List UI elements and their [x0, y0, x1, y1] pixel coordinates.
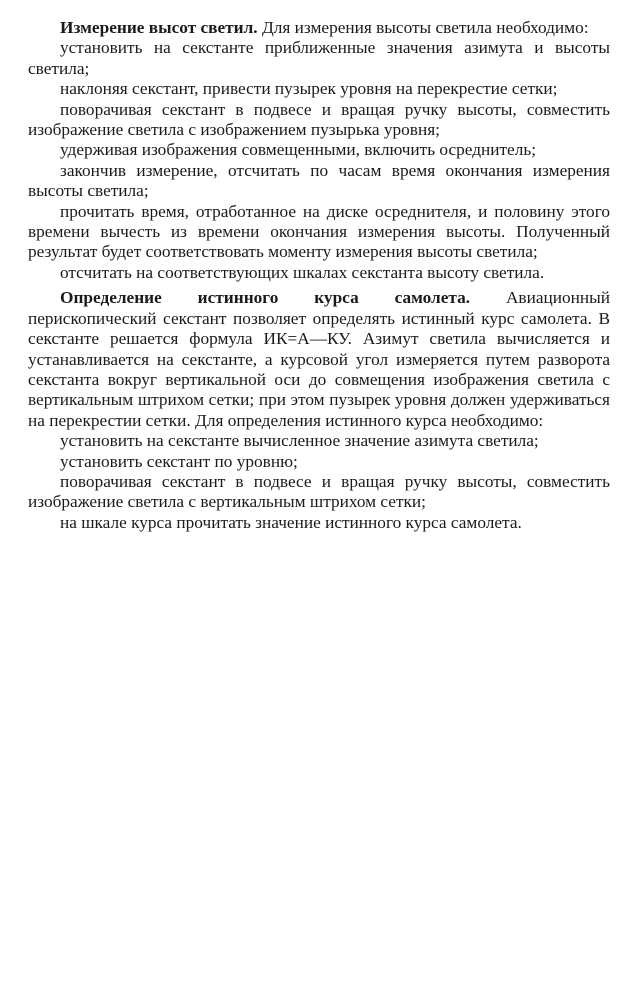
section-altitude-heading: Измерение высот светил.	[60, 18, 258, 37]
altitude-step-6: прочитать время, отработанное на диске осреднителя, и половину этого времени вычесть из времени окончания измерения высоты. Полученный результат будет соответствовать моменту измерения высоты светила;	[28, 201, 610, 262]
altitude-step-5: закончив измерение, отсчитать по часам время окончания измерения высоты светила;	[28, 160, 610, 201]
course-step-3: поворачивая секстант в подвесе и вращая ручку высоты, совместить изображение светила с вертикальным штрихом сетки;	[28, 471, 610, 512]
course-step-1: установить на секстанте вычисленное значение азимута светила;	[60, 431, 539, 451]
section-course-intro-text: Авиационный перископический секстант позволяет определять истинный курс самолета. В секстанте решается формула ИК=А—КУ. Азимут светила вычисляется и устанавливается на секстанте, а курсовой угол измеряется путем разворота секстанта вокруг вертикальной оси до совмещения изображения светила с вертикальным штрихом сетки; при этом пузырек уровня должен удерживаться на перекрестии сетки. Для определения истинного курса необходимо:	[28, 288, 610, 430]
section-course-intro	[28, 288, 610, 431]
altitude-step-7: отсчитать на соответствующих шкалах секстанта высоту светила.	[60, 262, 545, 282]
course-step-2: установить секстант по уровню;	[60, 451, 298, 471]
course-step-4: на шкале курса прочитать значение истинного курса самолета.	[60, 512, 522, 532]
altitude-step-1: установить на секстанте приближенные значения азимута и высоты светила;	[28, 38, 610, 78]
section-altitude-intro-text: Для измерения высоты светила необходимо:	[261, 18, 589, 37]
page-text	[28, 18, 610, 533]
altitude-step-3: поворачивая секстант в подвесе и вращая ручку высоты, совместить изображение светила с изображением пузырька уровня;	[28, 99, 610, 140]
altitude-step-2: наклоняя секстант, привести пузырек уровня на перекрестие сетки;	[60, 79, 558, 99]
section-altitude-intro	[28, 18, 610, 38]
section-course-heading: Определение истинного курса самолета.	[60, 288, 471, 308]
altitude-step-4: удерживая изображения совмещенными, включить осреднитель;	[60, 140, 537, 160]
